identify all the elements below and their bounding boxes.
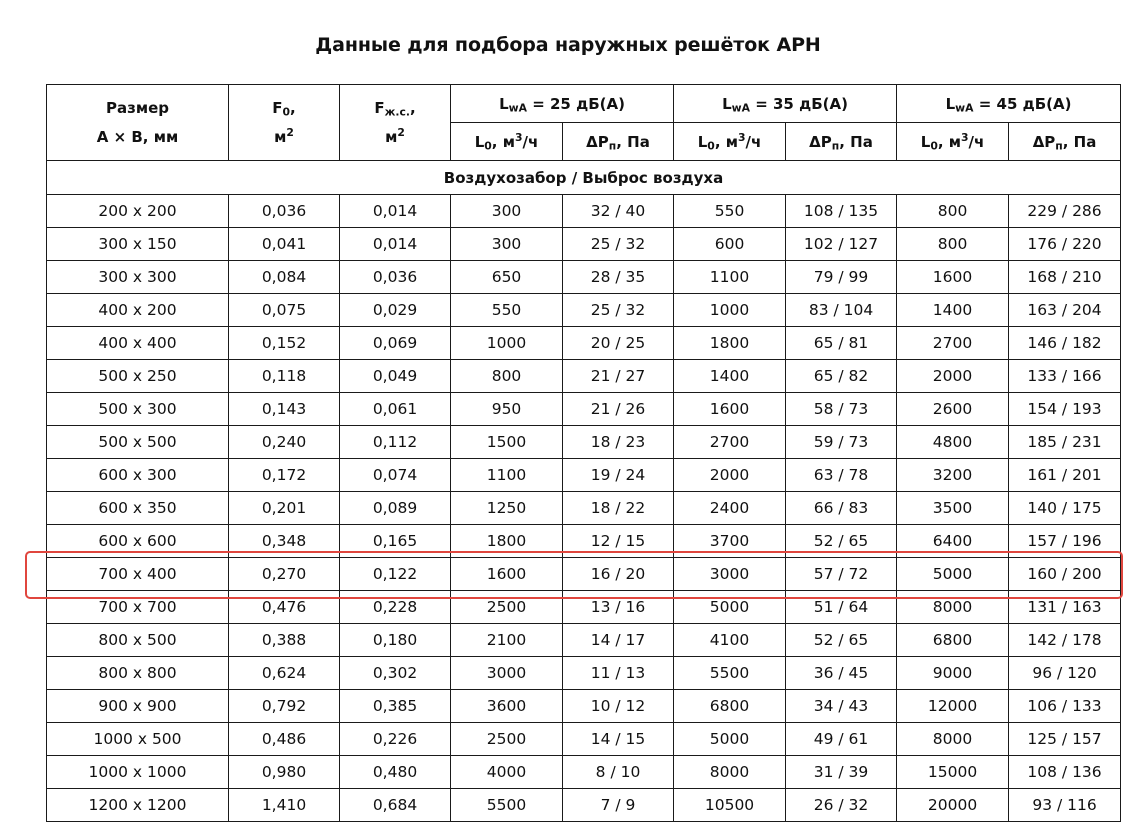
header-l0 [897,123,1009,161]
header-dp-unit: , Па [839,132,873,151]
cell-l0-25: 3000 [451,657,563,690]
header-fzs-comma: , [409,98,416,117]
cell-l0-45: 8000 [897,591,1009,624]
header-size-line2: A × B, мм [96,127,179,146]
header-dp-subscript: п [608,139,617,153]
cell-dp-35: 31 / 39 [786,756,897,789]
cell-l0-35: 5000 [674,591,786,624]
cell-fzs: 0,036 [340,261,451,294]
cell-l0-35: 600 [674,228,786,261]
cell-dp-45: 160 / 200 [1009,558,1121,591]
cell-l0-45: 2600 [897,393,1009,426]
group-35-symbol: L [722,94,732,113]
cell-dp-25: 14 / 17 [563,624,674,657]
cell-dp-35: 57 / 72 [786,558,897,591]
cell-size: 400 x 400 [47,327,229,360]
cell-size: 600 x 600 [47,525,229,558]
header-group-35 [674,85,897,123]
cell-dp-45: 176 / 220 [1009,228,1121,261]
cell-l0-35: 1000 [674,294,786,327]
cell-dp-35: 65 / 82 [786,360,897,393]
header-group-25 [451,85,674,123]
header-dp [1009,123,1121,161]
header-size-line1: Размер [105,98,169,117]
cell-f0: 0,201 [229,492,340,525]
header-f0-symbol: F [272,98,283,117]
cell-dp-35: 59 / 73 [786,426,897,459]
cell-size: 1200 x 1200 [47,789,229,822]
cell-l0-45: 5000 [897,558,1009,591]
header-dp-symbol: ΔP [1032,132,1056,151]
cell-size: 500 x 250 [47,360,229,393]
cell-l0-35: 2000 [674,459,786,492]
cell-dp-25: 20 / 25 [563,327,674,360]
header-dp-unit: , Па [616,132,650,151]
cell-f0: 0,036 [229,195,340,228]
table-row [47,426,1121,459]
cell-dp-35: 36 / 45 [786,657,897,690]
cell-l0-45: 3200 [897,459,1009,492]
cell-dp-35: 52 / 65 [786,525,897,558]
cell-size: 400 x 200 [47,294,229,327]
cell-l0-45: 9000 [897,657,1009,690]
table-row [47,261,1121,294]
cell-f0: 0,476 [229,591,340,624]
cell-l0-45: 12000 [897,690,1009,723]
cell-l0-25: 300 [451,195,563,228]
header-dp [786,123,897,161]
cell-f0: 0,084 [229,261,340,294]
header-l0-tail: /ч [745,132,762,151]
header-l0-subscript: 0 [707,139,715,153]
table-row [47,525,1121,558]
cell-l0-45: 6400 [897,525,1009,558]
cell-dp-45: 161 / 201 [1009,459,1121,492]
cell-f0: 0,240 [229,426,340,459]
header-fzs-subscript: ж.с. [384,105,410,119]
header-l0-unit: , м [937,132,962,151]
cell-l0-25: 550 [451,294,563,327]
cell-l0-35: 2400 [674,492,786,525]
cell-fzs: 0,302 [340,657,451,690]
cell-l0-45: 6800 [897,624,1009,657]
cell-l0-45: 800 [897,228,1009,261]
cell-f0: 0,041 [229,228,340,261]
header-l0-exp: 3 [514,130,523,144]
cell-dp-35: 51 / 64 [786,591,897,624]
cell-l0-25: 1250 [451,492,563,525]
cell-dp-35: 58 / 73 [786,393,897,426]
table-row-highlighted [47,558,1121,591]
cell-size: 200 x 200 [47,195,229,228]
cell-size: 500 x 300 [47,393,229,426]
cell-dp-25: 25 / 32 [563,294,674,327]
table-row [47,393,1121,426]
header-f0 [229,85,340,161]
page-title: Данные для подбора наружных решёток АРН [315,34,821,56]
header-dp-unit: , Па [1062,132,1097,151]
cell-dp-45: 142 / 178 [1009,624,1121,657]
header-l0 [674,123,786,161]
cell-fzs: 0,385 [340,690,451,723]
cell-dp-45: 163 / 204 [1009,294,1121,327]
table-row [47,360,1121,393]
header-dp-symbol: ΔP [586,132,609,151]
table-row [47,723,1121,756]
cell-l0-35: 8000 [674,756,786,789]
cell-size: 1000 x 1000 [47,756,229,789]
cell-l0-45: 1400 [897,294,1009,327]
header-l0-exp: 3 [961,130,969,144]
header-fzs-unit: м [385,127,398,146]
table-row [47,327,1121,360]
cell-dp-25: 16 / 20 [563,558,674,591]
header-fzs [340,85,451,161]
cell-dp-45: 140 / 175 [1009,492,1121,525]
cell-dp-25: 18 / 23 [563,426,674,459]
header-size [47,85,229,161]
cell-l0-25: 650 [451,261,563,294]
cell-dp-25: 13 / 16 [563,591,674,624]
cell-fzs: 0,014 [340,195,451,228]
cell-f0: 0,792 [229,690,340,723]
cell-size: 600 x 300 [47,459,229,492]
cell-l0-25: 1100 [451,459,563,492]
cell-fzs: 0,089 [340,492,451,525]
cell-f0: 0,075 [229,294,340,327]
cell-dp-35: 34 / 43 [786,690,897,723]
cell-dp-45: 133 / 166 [1009,360,1121,393]
cell-l0-25: 3600 [451,690,563,723]
cell-f0: 0,143 [229,393,340,426]
cell-l0-35: 3700 [674,525,786,558]
header-l0-tail: /ч [968,132,985,151]
header-group-45 [897,85,1121,123]
cell-f0: 0,348 [229,525,340,558]
cell-l0-35: 10500 [674,789,786,822]
cell-size: 300 x 150 [47,228,229,261]
cell-l0-35: 1600 [674,393,786,426]
cell-fzs: 0,226 [340,723,451,756]
cell-dp-45: 229 / 286 [1009,195,1121,228]
cell-size: 300 x 300 [47,261,229,294]
cell-dp-25: 14 / 15 [563,723,674,756]
cell-size: 700 x 400 [47,558,229,591]
cell-l0-45: 800 [897,195,1009,228]
group-45-subscript: wA [955,101,974,115]
cell-l0-35: 2700 [674,426,786,459]
group-35-value: = 35 дБ(А) [749,94,848,113]
cell-l0-45: 1600 [897,261,1009,294]
cell-dp-45: 131 / 163 [1009,591,1121,624]
cell-l0-35: 5500 [674,657,786,690]
cell-l0-25: 950 [451,393,563,426]
cell-dp-35: 66 / 83 [786,492,897,525]
cell-size: 500 x 500 [47,426,229,459]
cell-dp-25: 18 / 22 [563,492,674,525]
cell-size: 900 x 900 [47,690,229,723]
cell-l0-35: 6800 [674,690,786,723]
header-l0-symbol: L [920,132,931,151]
cell-l0-25: 1500 [451,426,563,459]
cell-dp-45: 168 / 210 [1009,261,1121,294]
cell-l0-45: 8000 [897,723,1009,756]
table-row [47,624,1121,657]
cell-l0-35: 4100 [674,624,786,657]
header-f0-subscript: 0 [282,105,291,119]
group-45-value: = 45 дБ(А) [973,94,1072,113]
cell-l0-35: 550 [674,195,786,228]
header-f0-unit: м [274,127,287,146]
group-25-value: = 25 дБ(А) [526,94,625,113]
group-25-symbol: L [499,94,509,113]
cell-l0-25: 2500 [451,591,563,624]
table-row [47,228,1121,261]
header-l0-symbol: L [697,132,708,151]
cell-l0-35: 3000 [674,558,786,591]
cell-dp-45: 106 / 133 [1009,690,1121,723]
cell-l0-45: 20000 [897,789,1009,822]
cell-l0-25: 1000 [451,327,563,360]
table-row [47,294,1121,327]
cell-l0-45: 4800 [897,426,1009,459]
table-row [47,459,1121,492]
cell-dp-35: 65 / 81 [786,327,897,360]
cell-l0-25: 1600 [451,558,563,591]
cell-fzs: 0,061 [340,393,451,426]
cell-l0-35: 1800 [674,327,786,360]
header-fzs-symbol: F [374,98,385,117]
cell-dp-25: 11 / 13 [563,657,674,690]
header-l0-subscript: 0 [484,139,492,153]
cell-dp-45: 96 / 120 [1009,657,1121,690]
header-dp-subscript: п [1055,139,1063,153]
header-l0 [451,123,563,161]
cell-l0-25: 4000 [451,756,563,789]
table-row [47,789,1121,822]
cell-f0: 0,118 [229,360,340,393]
cell-l0-25: 5500 [451,789,563,822]
cell-dp-25: 28 / 35 [563,261,674,294]
cell-dp-45: 185 / 231 [1009,426,1121,459]
cell-l0-25: 1800 [451,525,563,558]
cell-dp-25: 10 / 12 [563,690,674,723]
cell-size: 700 x 700 [47,591,229,624]
cell-dp-35: 63 / 78 [786,459,897,492]
cell-fzs: 0,122 [340,558,451,591]
cell-f0: 1,410 [229,789,340,822]
header-dp-symbol: ΔP [809,132,832,151]
cell-dp-35: 52 / 65 [786,624,897,657]
header-l0-unit: , м [491,132,515,151]
cell-dp-25: 32 / 40 [563,195,674,228]
header-fzs-unit-exp: 2 [397,125,405,139]
table-row [47,756,1121,789]
cell-dp-35: 79 / 99 [786,261,897,294]
cell-l0-25: 800 [451,360,563,393]
table-row [47,492,1121,525]
cell-f0: 0,624 [229,657,340,690]
cell-l0-25: 300 [451,228,563,261]
table-row [47,690,1121,723]
cell-fzs: 0,074 [340,459,451,492]
cell-size: 600 x 350 [47,492,229,525]
table-row [47,657,1121,690]
header-dp [563,123,674,161]
header-l0-exp: 3 [738,130,746,144]
cell-f0: 0,980 [229,756,340,789]
cell-dp-35: 49 / 61 [786,723,897,756]
cell-f0: 0,388 [229,624,340,657]
cell-dp-35: 108 / 135 [786,195,897,228]
cell-dp-25: 19 / 24 [563,459,674,492]
cell-f0: 0,486 [229,723,340,756]
cell-fzs: 0,112 [340,426,451,459]
cell-fzs: 0,029 [340,294,451,327]
header-l0-tail: /ч [522,132,539,151]
cell-l0-35: 1100 [674,261,786,294]
cell-dp-45: 125 / 157 [1009,723,1121,756]
cell-l0-35: 5000 [674,723,786,756]
header-dp-subscript: п [831,139,840,153]
cell-fzs: 0,049 [340,360,451,393]
cell-l0-45: 15000 [897,756,1009,789]
cell-fzs: 0,014 [340,228,451,261]
cell-dp-45: 108 / 136 [1009,756,1121,789]
cell-dp-35: 102 / 127 [786,228,897,261]
group-35-subscript: wA [731,101,750,115]
header-f0-comma: , [290,98,296,117]
cell-l0-25: 2100 [451,624,563,657]
table-row [47,195,1121,228]
cell-dp-35: 83 / 104 [786,294,897,327]
cell-dp-45: 146 / 182 [1009,327,1121,360]
cell-l0-25: 2500 [451,723,563,756]
cell-fzs: 0,684 [340,789,451,822]
table-body [47,195,1121,822]
header-l0-symbol: L [474,132,485,151]
cell-fzs: 0,165 [340,525,451,558]
section-label: Воздухозабор / Выброс воздуха [47,161,1121,195]
cell-size: 1000 x 500 [47,723,229,756]
cell-dp-25: 12 / 15 [563,525,674,558]
header-l0-unit: , м [714,132,738,151]
cell-size: 800 x 500 [47,624,229,657]
cell-fzs: 0,228 [340,591,451,624]
group-45-symbol: L [945,94,956,113]
cell-l0-35: 1400 [674,360,786,393]
grille-selection-table [46,84,1121,822]
cell-dp-25: 7 / 9 [563,789,674,822]
cell-l0-45: 3500 [897,492,1009,525]
cell-fzs: 0,480 [340,756,451,789]
group-25-subscript: wA [508,101,527,115]
cell-dp-45: 157 / 196 [1009,525,1121,558]
cell-dp-45: 154 / 193 [1009,393,1121,426]
table-row [47,591,1121,624]
cell-dp-35: 26 / 32 [786,789,897,822]
cell-fzs: 0,069 [340,327,451,360]
cell-f0: 0,172 [229,459,340,492]
header-l0-subscript: 0 [930,139,938,153]
cell-l0-45: 2700 [897,327,1009,360]
cell-l0-45: 2000 [897,360,1009,393]
cell-size: 800 x 800 [47,657,229,690]
header-f0-unit-exp: 2 [286,125,294,139]
cell-dp-25: 8 / 10 [563,756,674,789]
cell-fzs: 0,180 [340,624,451,657]
cell-f0: 0,270 [229,558,340,591]
cell-dp-25: 21 / 26 [563,393,674,426]
cell-dp-25: 21 / 27 [563,360,674,393]
cell-dp-25: 25 / 32 [563,228,674,261]
cell-f0: 0,152 [229,327,340,360]
cell-dp-45: 93 / 116 [1009,789,1121,822]
